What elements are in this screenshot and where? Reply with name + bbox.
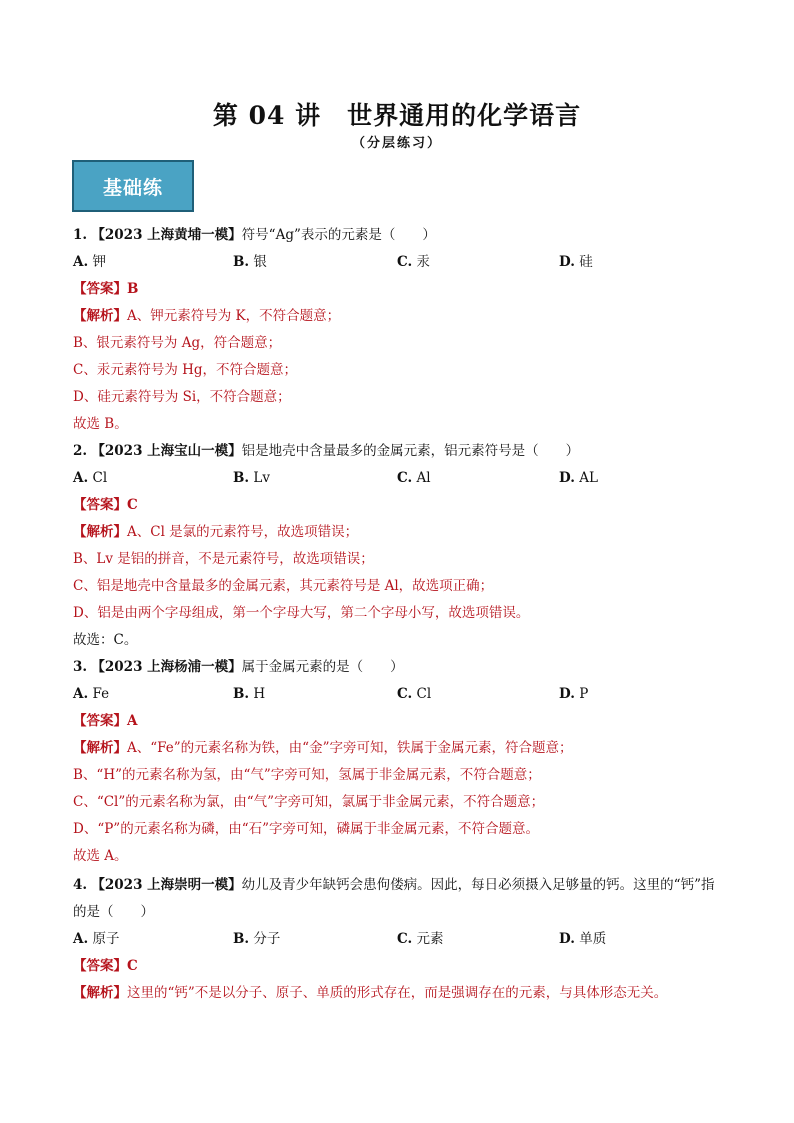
question-stem: 幼儿及青少年缺钙会患佝偻病。因此，每日必须摄入足够量的钙。这里的“钙”指 (241, 877, 715, 893)
question-number: 4. (73, 877, 88, 893)
analysis-line: C、“Cl”的元素名称为氯，由“气”字旁可知，氯属于非金属元素，不符合题意； (73, 794, 545, 810)
answer-label: 【答案】 (73, 281, 127, 297)
question-source: 【2023 上海黄埔一模】 (91, 227, 242, 243)
answer-value: B (127, 281, 139, 297)
question-number: 1. (73, 227, 88, 243)
analysis-line: 故选 B。 (73, 416, 128, 432)
option-text: Cl (416, 686, 432, 702)
analysis-line: 故选 A。 (73, 848, 128, 864)
option-letter: D. (559, 254, 575, 270)
option-text: 硅 (579, 254, 593, 270)
analysis-label: 【解析】 (73, 308, 127, 324)
option-letter: B. (233, 931, 250, 947)
question-3-stem-line (73, 658, 404, 676)
answer-label: 【答案】 (73, 713, 127, 729)
option-letter: A. (73, 686, 89, 702)
analysis-line: C、铝是地壳中含量最多的金属元素，其元素符号是 Al，故选项正确； (73, 578, 494, 594)
option-d (559, 685, 588, 703)
page-title: 第 04 讲 世界通用的化学语言 (212, 101, 582, 130)
analysis-text: A、Cl 是氯的元素符号，故选项错误； (127, 524, 359, 540)
question-number: 3. (73, 659, 88, 675)
option-text: 汞 (416, 254, 431, 270)
option-letter: B. (233, 686, 250, 702)
option-a (73, 685, 109, 703)
answer-value: A (127, 713, 138, 729)
analysis-text: 这里的“钙”不是以分子、原子、单质的形式存在，而是强调存在的元素，与具体形态无关。 (127, 985, 668, 1001)
question-number: 2. (73, 443, 88, 459)
answer-value: C (127, 958, 138, 974)
option-text: Fe (92, 686, 110, 702)
question-4-stem-continued: 的是（ ） (73, 904, 154, 920)
analysis-line (73, 307, 340, 325)
option-b (233, 685, 265, 703)
analysis-line: D、“P”的元素名称为磷，由“石”字旁可知，磷属于非金属元素，不符合题意。 (73, 821, 540, 837)
option-text: 分子 (253, 931, 281, 947)
option-text: Lv (253, 470, 271, 486)
option-letter: A. (73, 470, 89, 486)
option-a (73, 253, 106, 271)
option-c (397, 253, 430, 271)
option-letter: D. (559, 470, 575, 486)
option-a (73, 930, 119, 948)
option-c (397, 469, 431, 487)
option-text: Al (416, 470, 431, 486)
option-c (397, 930, 444, 948)
analysis-label: 【解析】 (73, 985, 127, 1001)
question-4-stem-line (73, 876, 714, 894)
question-stem: 属于金属元素的是（ ） (241, 659, 404, 675)
option-letter: C. (397, 931, 413, 947)
option-d (559, 253, 593, 271)
analysis-line (73, 523, 358, 541)
option-text: 单质 (579, 931, 607, 947)
answer-value: C (127, 497, 138, 513)
option-letter: C. (397, 686, 413, 702)
analysis-line: B、“H”的元素名称为氢，由“气”字旁可知，氢属于非金属元素，不符合题意； (73, 767, 541, 783)
option-d (559, 469, 598, 487)
page-subtitle: （分层练习） (351, 136, 442, 151)
answer-line (73, 712, 137, 730)
analysis-label: 【解析】 (73, 524, 127, 540)
analysis-text: A、钾元素符号为 K，不符合题意； (127, 308, 341, 324)
option-text: 元素 (416, 931, 444, 947)
question-source: 【2023 上海宝山一模】 (91, 443, 242, 459)
analysis-line (73, 739, 572, 757)
analysis-label: 【解析】 (73, 740, 127, 756)
option-letter: B. (233, 470, 250, 486)
option-text: Cl (92, 470, 108, 486)
question-source: 【2023 上海杨浦一模】 (91, 659, 242, 675)
option-text: AL (579, 470, 598, 486)
option-b (233, 930, 280, 948)
answer-line (73, 280, 138, 298)
option-text: P (579, 686, 589, 702)
answer-label: 【答案】 (73, 958, 127, 974)
analysis-line: C、汞元素符号为 Hg，不符合题意； (73, 362, 298, 378)
analysis-line (73, 984, 667, 1002)
option-letter: D. (559, 931, 575, 947)
option-b (233, 469, 270, 487)
option-letter: A. (73, 931, 89, 947)
option-letter: A. (73, 254, 89, 270)
option-letter: C. (397, 470, 413, 486)
analysis-line: B、Lv 是铝的拼音，不是元素符号，故选项错误； (73, 551, 374, 567)
answer-label: 【答案】 (73, 497, 127, 513)
option-text: 原子 (92, 931, 120, 947)
option-text: H (253, 686, 266, 702)
option-letter: C. (397, 254, 413, 270)
question-1-stem-line (73, 226, 436, 244)
option-text: 钾 (92, 254, 106, 270)
question-stem: 符号“Ag”表示的元素是（ ） (241, 227, 436, 243)
question-2-stem-line (73, 442, 579, 460)
option-letter: B. (233, 254, 250, 270)
section-label: 基础练 (102, 176, 163, 199)
option-a (73, 469, 107, 487)
analysis-line: B、银元素符号为 Ag，符合题意； (73, 335, 282, 351)
analysis-line: 故选：C。 (73, 632, 138, 648)
question-stem: 铝是地壳中含量最多的金属元素，铝元素符号是（ ） (241, 443, 580, 459)
option-b (233, 253, 267, 271)
option-d (559, 930, 606, 948)
option-letter: D. (559, 686, 575, 702)
analysis-line: D、硅元素符号为 Si，不符合题意； (73, 389, 291, 405)
option-c (397, 685, 431, 703)
option-text: 银 (253, 254, 267, 270)
section-label-box (72, 160, 194, 212)
question-source: 【2023 上海崇明一模】 (91, 877, 242, 893)
answer-line (73, 957, 138, 975)
answer-line (73, 496, 138, 514)
analysis-text: A、“Fe”的元素名称为铁，由“金”字旁可知，铁属于金属元素，符合题意； (127, 740, 573, 756)
analysis-line: D、铝是由两个字母组成，第一个字母大写，第二个字母小写，故选项错误。 (73, 605, 530, 621)
